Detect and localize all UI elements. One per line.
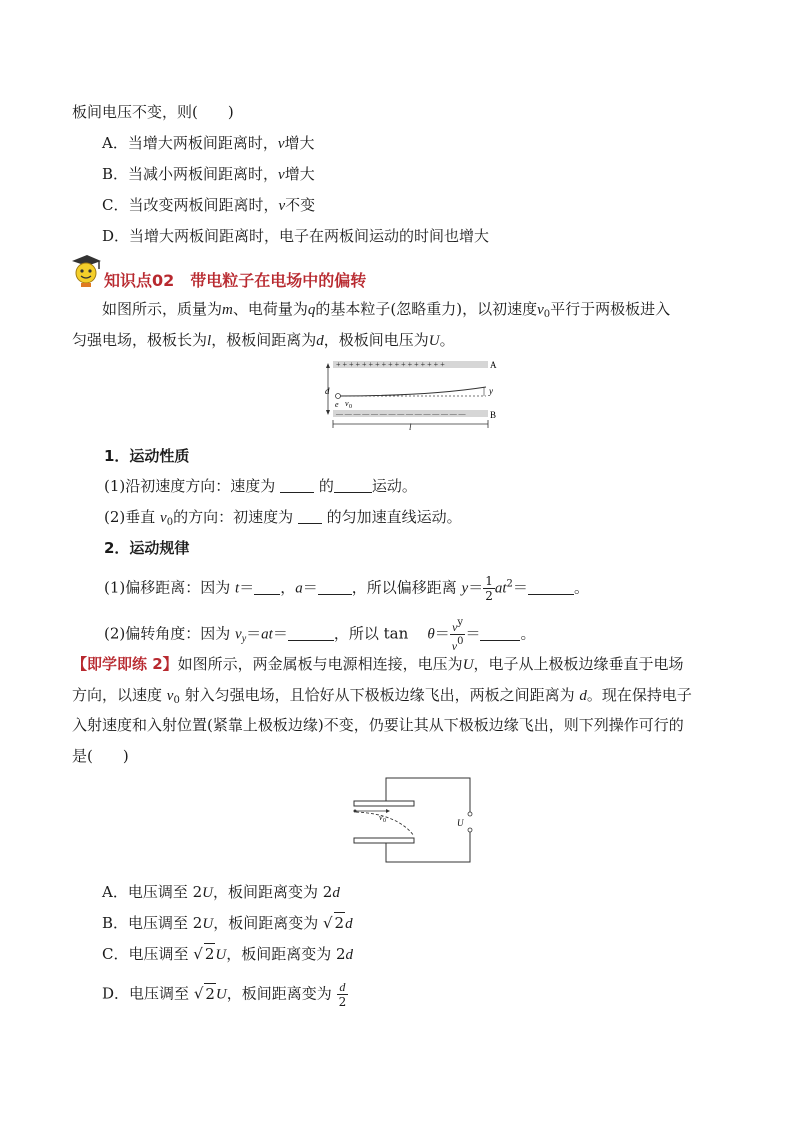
label-v0-sub: 0 (349, 404, 352, 410)
fraction-d-over-2: $\frac{d}{2}$ (338, 980, 347, 1009)
fig2-u: U (457, 818, 464, 828)
q1-option-c[interactable] (102, 195, 315, 216)
motion-p3: (1)偏移距离：因为 t＝ ，a＝ ，所以偏移距离 y＝ $\frac{1}{2}$ $at^2=$ 。 (104, 574, 589, 603)
section-intro-line1: 如图所示，质量为m、电荷量为q的基本粒子(忽略重力)，以初速度$v_0$平行于两极板进入 (102, 300, 671, 320)
lower-plate (354, 838, 414, 843)
label-b: B (490, 410, 497, 420)
label-a: A (490, 360, 497, 370)
q1-option-b[interactable] (102, 164, 315, 185)
q2-line1: 【即学即练 2】如图所示，两金属板与电源相连接，电压为U，电子从上极板边缘垂直于电场 (72, 655, 684, 673)
fraction-velocity: $\frac{v^y}{v^0}$ (451, 617, 464, 653)
section-intro-line2: 匀强电场，极板长为l，极板间距离为d，极板间电压为U。 (72, 331, 455, 349)
q1-option-c-text: C．当改变两板间距离时， (102, 196, 279, 214)
fig2-v0: v (379, 813, 383, 822)
motion-heading-2: 2．运动规律 (104, 539, 190, 557)
q1-option-b-end: 增大 (284, 165, 315, 183)
q1-stem-tail: 板间电压不变，则( ) (72, 103, 234, 121)
minus-signs: — — — — — — — — — — — — — — — (336, 410, 466, 418)
var-v: v (278, 198, 286, 214)
q1-option-d[interactable]: D．当增大两板间距离时，电子在两板间运动的时间也增大 (102, 227, 490, 245)
fig2-v0-sub: 0 (383, 818, 386, 824)
label-e: e (335, 400, 339, 409)
fraction-half: $\frac{1}{2}$ (485, 574, 493, 603)
plus-signs: + + + + + + + + + + + + + + + + + (336, 360, 445, 369)
motion-p1: (1)沿初速度方向：速度为 的 运动。 (104, 477, 417, 495)
label-d: d (325, 386, 330, 396)
q2-line2: 方向，以速度 $v_0$ 射入匀强电场，且恰好从下极板边缘飞出，两板之间距离为 d。现在保持电子 (72, 686, 692, 706)
q1-option-a-end: 增大 (284, 134, 315, 152)
q2-option-a[interactable]: A．电压调至 2U，板间距离变为 2d (102, 883, 340, 901)
q1-option-a-text: A．当增大两板间距离时， (102, 134, 278, 152)
sqrt-icon: √ (193, 984, 204, 1003)
q1-option-a[interactable] (102, 133, 315, 154)
label-y: y (489, 386, 493, 396)
q1-option-c-end: 不变 (285, 196, 316, 214)
circuit-figure (346, 774, 476, 866)
q2-option-d[interactable]: D．电压调至 √ 2U，板间距离变为 $\frac{d}{2}$ (102, 980, 347, 1009)
student-mascot-icon (68, 252, 102, 288)
q2-label: 【即学即练 2】 (72, 655, 178, 673)
sqrt-icon: √ (193, 945, 203, 963)
section-title: 知识点02 带电粒子在电场中的偏转 (104, 271, 367, 290)
motion-heading-1: 1．运动性质 (104, 447, 190, 465)
deflection-figure (318, 356, 508, 432)
motion-p4: (2)偏转角度：因为 $v_y=at=$ ，所以 tan θ＝ $\frac{v^y}{v^0}$ ＝ 。 (104, 617, 536, 653)
q2-option-c[interactable]: C．电压调至 √ 2U，板间距离变为 2d (102, 945, 354, 963)
upper-plate (354, 801, 414, 806)
sqrt-icon: √ (322, 914, 333, 932)
q1-option-b-text: B．当减小两板间距离时， (102, 165, 279, 183)
var-v: v (277, 136, 285, 152)
q2-option-b[interactable]: B．电压调至 2U，板间距离变为 √ 2d (102, 914, 353, 932)
motion-p2: (2)垂直 $v_0$的方向：初速度为 的匀加速直线运动。 (104, 508, 462, 528)
label-l: l (409, 422, 412, 432)
q2-line4: 是( ) (72, 747, 129, 765)
var-v: v (278, 167, 285, 183)
q2-line3: 入射速度和入射位置(紧靠上极板边缘)不变，仍要让其从下极板边缘飞出，则下列操作可行的 (72, 716, 684, 734)
label-v0: v (345, 399, 349, 408)
